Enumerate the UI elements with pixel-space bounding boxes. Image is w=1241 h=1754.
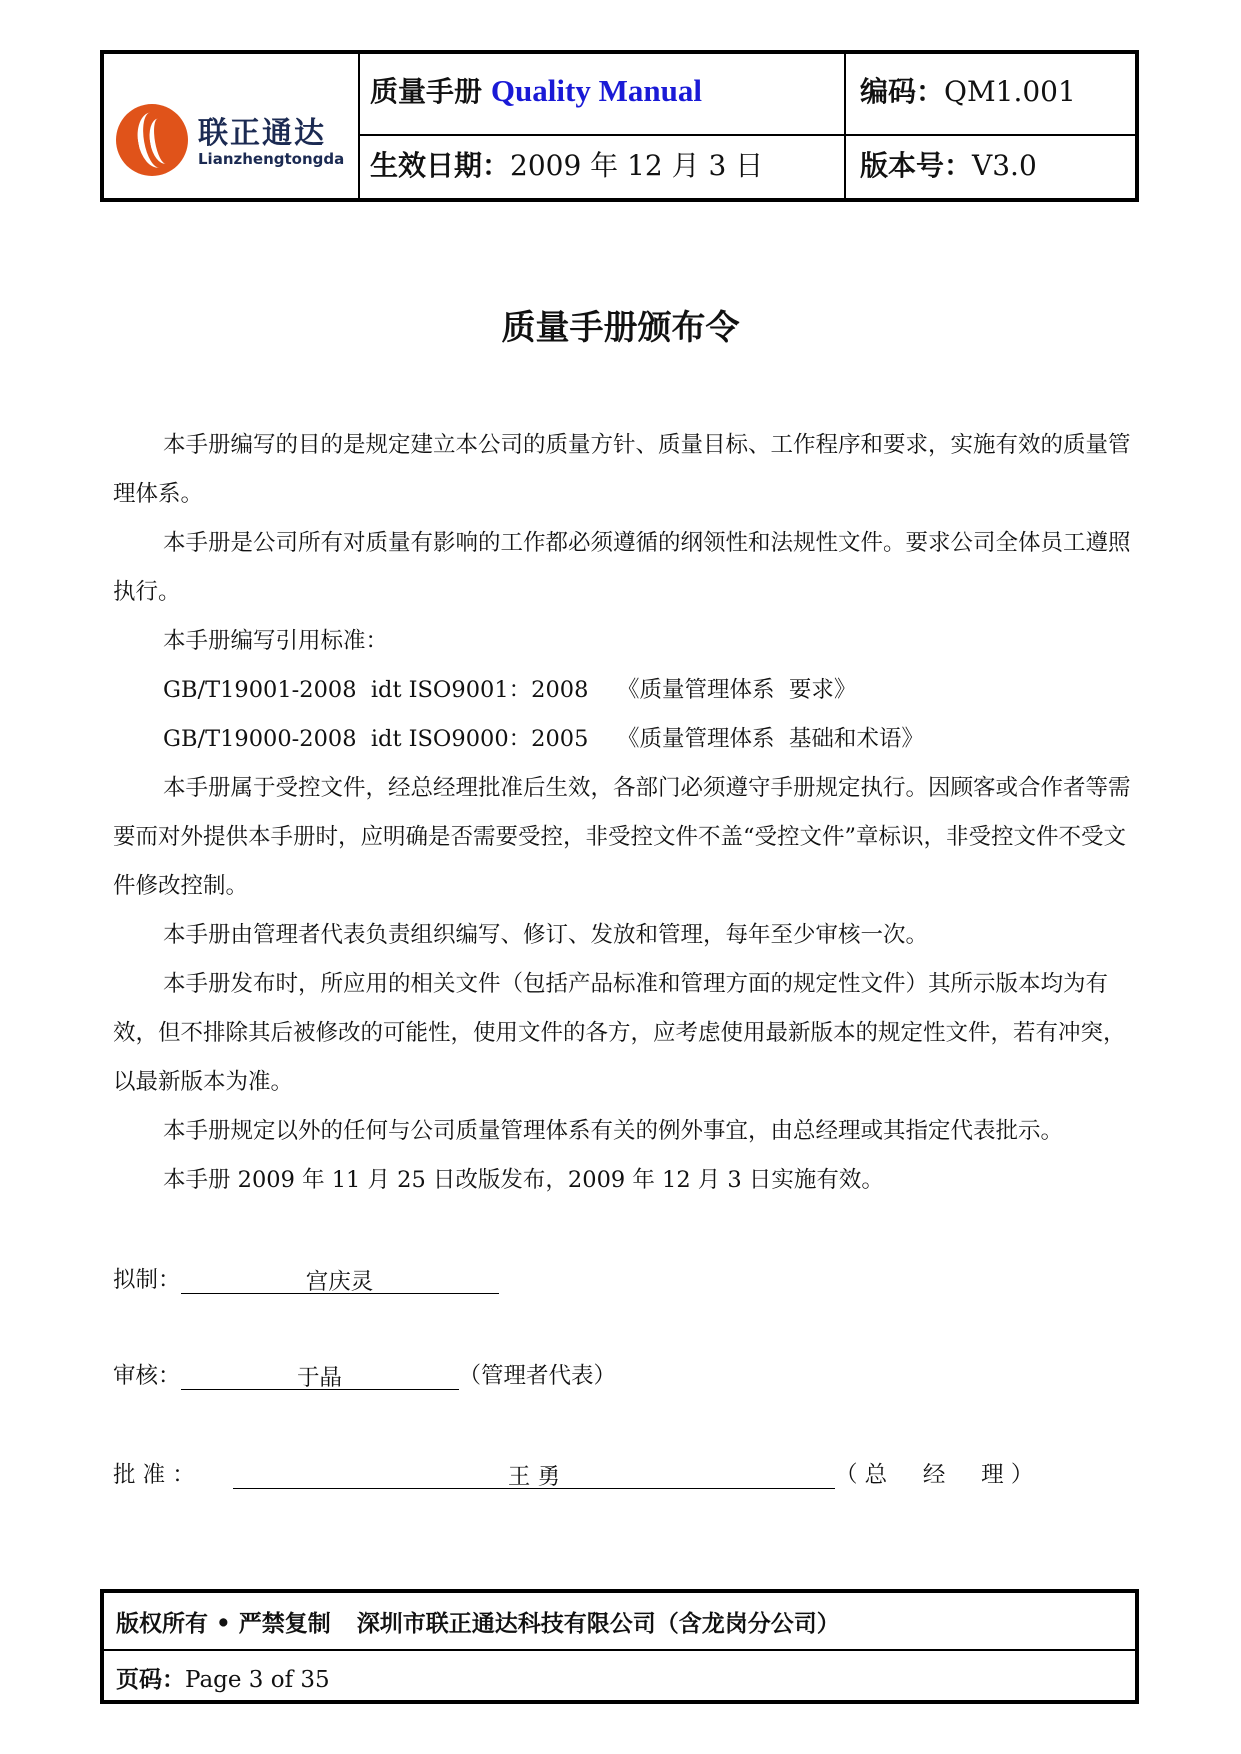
paragraph: 本手册发布时，所应用的相关文件（包括产品标准和管理方面的规定性文件）其所示版本均为有效，但不排除其后被修改的可能性，使用文件的各方，应考虑使用最新版本的规定性文件，若有冲突，以最新版本为准。 (113, 971, 1126, 1095)
approve-note: （ 总 经 理 ） (835, 1462, 1034, 1488)
draft-name: 宫庆灵 (181, 1264, 499, 1294)
header-divider (358, 134, 1135, 136)
date-value: 2009 年 12 月 3 日 (510, 149, 764, 182)
manual-title (370, 70, 702, 110)
copyright-text: 版权所有 • 严禁复制 (116, 1610, 331, 1637)
standard-reference: GB/T19001-2008 idt ISO9001：2008 《质量管理体系 要求》 (163, 677, 857, 703)
code-label: 编码： (860, 75, 945, 108)
paragraph: 本手册规定以外的任何与公司质量管理体系有关的例外事宜，由总经理或其指定代表批示。 (163, 1118, 1064, 1144)
company-logo (116, 98, 356, 182)
header-divider (358, 54, 360, 198)
paragraph: 本手册是公司所有对质量有影响的工作都必须遵循的纲领性和法规性文件。要求公司全体员工遵照执行。 (113, 530, 1131, 605)
header-divider (844, 54, 846, 198)
document-code (860, 70, 1076, 110)
approve-name: 王 勇 (233, 1459, 835, 1489)
review-label: 审核： (113, 1363, 181, 1389)
date-label: 生效日期： (370, 149, 511, 182)
page-number-row (116, 1661, 330, 1694)
company-name: 深圳市联正通达科技有限公司（含龙岗分公司） (356, 1610, 840, 1637)
footer-divider (104, 1649, 1135, 1651)
drafted-by (113, 1262, 499, 1294)
code-value: QM1.001 (944, 75, 1076, 108)
version-number (860, 144, 1037, 184)
version-value: V3.0 (972, 149, 1037, 182)
paragraph: 本手册编写引用标准： (163, 628, 389, 654)
paragraph: 本手册 2009 年 11 月 25 日改版发布，2009 年 12 月 3 日实施有效。 (163, 1167, 884, 1193)
document-footer (100, 1589, 1139, 1704)
review-name: 于晶 (181, 1360, 459, 1390)
page-label: 页码： (116, 1666, 185, 1693)
approved-by (113, 1457, 1033, 1489)
paragraph: 本手册由管理者代表负责组织编写、修订、发放和管理，每年至少审核一次。 (163, 922, 929, 948)
document-header (100, 50, 1139, 202)
logo-english-name: Lianzhengtongda (198, 150, 345, 168)
manual-english-title: Quality Manual (490, 73, 702, 108)
page-number: Page 3 of 35 (185, 1667, 330, 1693)
version-label: 版本号： (860, 149, 973, 182)
page-title: 质量手册颁布令 (501, 308, 740, 348)
copyright-row (116, 1605, 840, 1638)
standard-reference: GB/T19000-2008 idt ISO9000：2005 《质量管理体系 基础和术语》 (163, 726, 924, 752)
review-note: （管理者代表） (458, 1363, 617, 1389)
manual-label: 质量手册 (370, 75, 483, 108)
approve-label: 批 准 ： (113, 1462, 195, 1488)
reviewed-by (113, 1358, 616, 1390)
paragraph: 本手册编写的目的是规定建立本公司的质量方针、质量目标、工作程序和要求，实施有效的质量管理体系。 (113, 432, 1131, 507)
paragraph: 本手册属于受控文件，经总经理批准后生效，各部门必须遵守手册规定执行。因顾客或合作者等需要而对外提供本手册时，应明确是否需要受控，非受控文件不盖“受控文件”章标识，非受控文件不受文件修改控制。 (113, 775, 1131, 899)
draft-label: 拟制： (113, 1267, 181, 1293)
logo-chinese-name: 联正通达 (198, 116, 326, 151)
decree-body (113, 421, 1133, 1205)
logo-flame-icon (116, 104, 188, 176)
effective-date (370, 144, 763, 184)
